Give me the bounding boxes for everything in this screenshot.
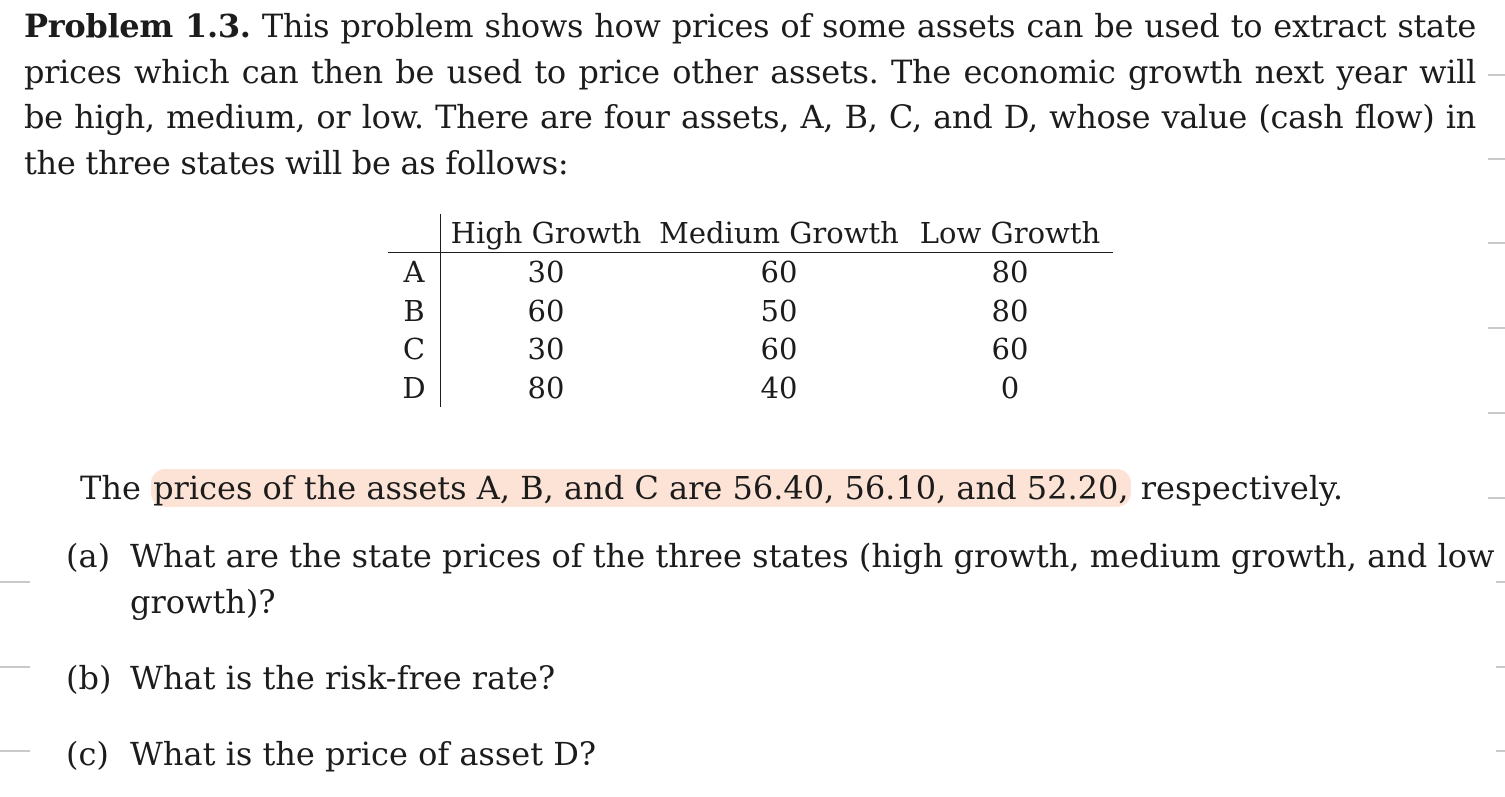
margin-tick	[0, 581, 30, 583]
question-a-continuation	[130, 579, 276, 625]
cash-flow-table	[388, 214, 1113, 407]
table-row	[388, 369, 1113, 408]
margin-tick	[1488, 497, 1505, 499]
column-header-medium-growth: Medium Growth	[651, 214, 907, 253]
highlighted-prices-text[interactable]: prices of the assets A, B, and C are 56.40, 56.10, and 52.20,	[153, 469, 1129, 507]
table-cell: 30	[527, 255, 565, 289]
question-a-text-continued: growth)?	[130, 583, 276, 621]
margin-tick	[1488, 412, 1505, 414]
question-b-text: What is the risk-free rate?	[130, 659, 556, 697]
question-a-label: (a)	[66, 537, 111, 575]
question-c-label: (c)	[66, 735, 109, 773]
margin-tick	[1488, 242, 1505, 244]
column-header-high-growth: High Growth	[441, 214, 652, 253]
question-a-text: What are the state prices of the three states (high growth, medium growth, and low	[130, 537, 1495, 575]
question-a	[66, 533, 1496, 579]
problem-statement	[24, 4, 1476, 186]
margin-tick	[1488, 158, 1505, 160]
table-row	[388, 330, 1113, 369]
row-label-asset: C	[388, 330, 441, 369]
margin-tick	[0, 666, 30, 668]
row-label-asset: B	[388, 292, 441, 331]
problem-heading: Problem 1.3.	[24, 7, 251, 45]
table-cell: 60	[760, 332, 798, 366]
margin-tick	[1496, 750, 1505, 752]
table-cell: 0	[1000, 370, 1020, 405]
table-cell: 60	[527, 293, 565, 328]
table-cell: 60	[991, 332, 1029, 366]
question-c-text: What is the price of asset D?	[130, 735, 597, 773]
margin-tick	[1496, 581, 1505, 583]
margin-tick	[1488, 327, 1505, 329]
row-label-asset: D	[388, 369, 441, 408]
prices-prefix: The	[80, 469, 152, 507]
row-label-asset: A	[388, 253, 441, 292]
margin-tick	[1496, 666, 1505, 668]
table-cell: 80	[991, 255, 1029, 289]
table-row	[388, 292, 1113, 331]
table-cell: 80	[991, 293, 1029, 328]
table-cell: 60	[760, 255, 798, 289]
question-b	[66, 655, 555, 701]
table-row	[388, 253, 1113, 292]
prices-suffix: respectively.	[1130, 469, 1344, 507]
question-c	[66, 731, 596, 777]
margin-tick	[1488, 74, 1505, 76]
table-cell: 80	[527, 370, 565, 405]
table-header-row	[388, 214, 1113, 253]
margin-tick	[0, 750, 30, 752]
table-cell: 30	[527, 332, 565, 366]
table-corner-cell	[388, 214, 441, 253]
asset-prices-sentence	[80, 466, 1343, 510]
column-header-low-growth: Low Growth	[907, 214, 1113, 253]
problem-intro: This problem shows how prices of some assets can be used to extract state prices which can then be used to price other assets. The economic growth next year will be high, medium, or low. There are four assets, A, B, C, and D, whose value (cash flow) in the three states will be as follows:	[24, 7, 1477, 182]
table-cell: 40	[760, 370, 798, 405]
question-b-label: (b)	[66, 659, 112, 697]
table-cell: 50	[760, 293, 798, 328]
